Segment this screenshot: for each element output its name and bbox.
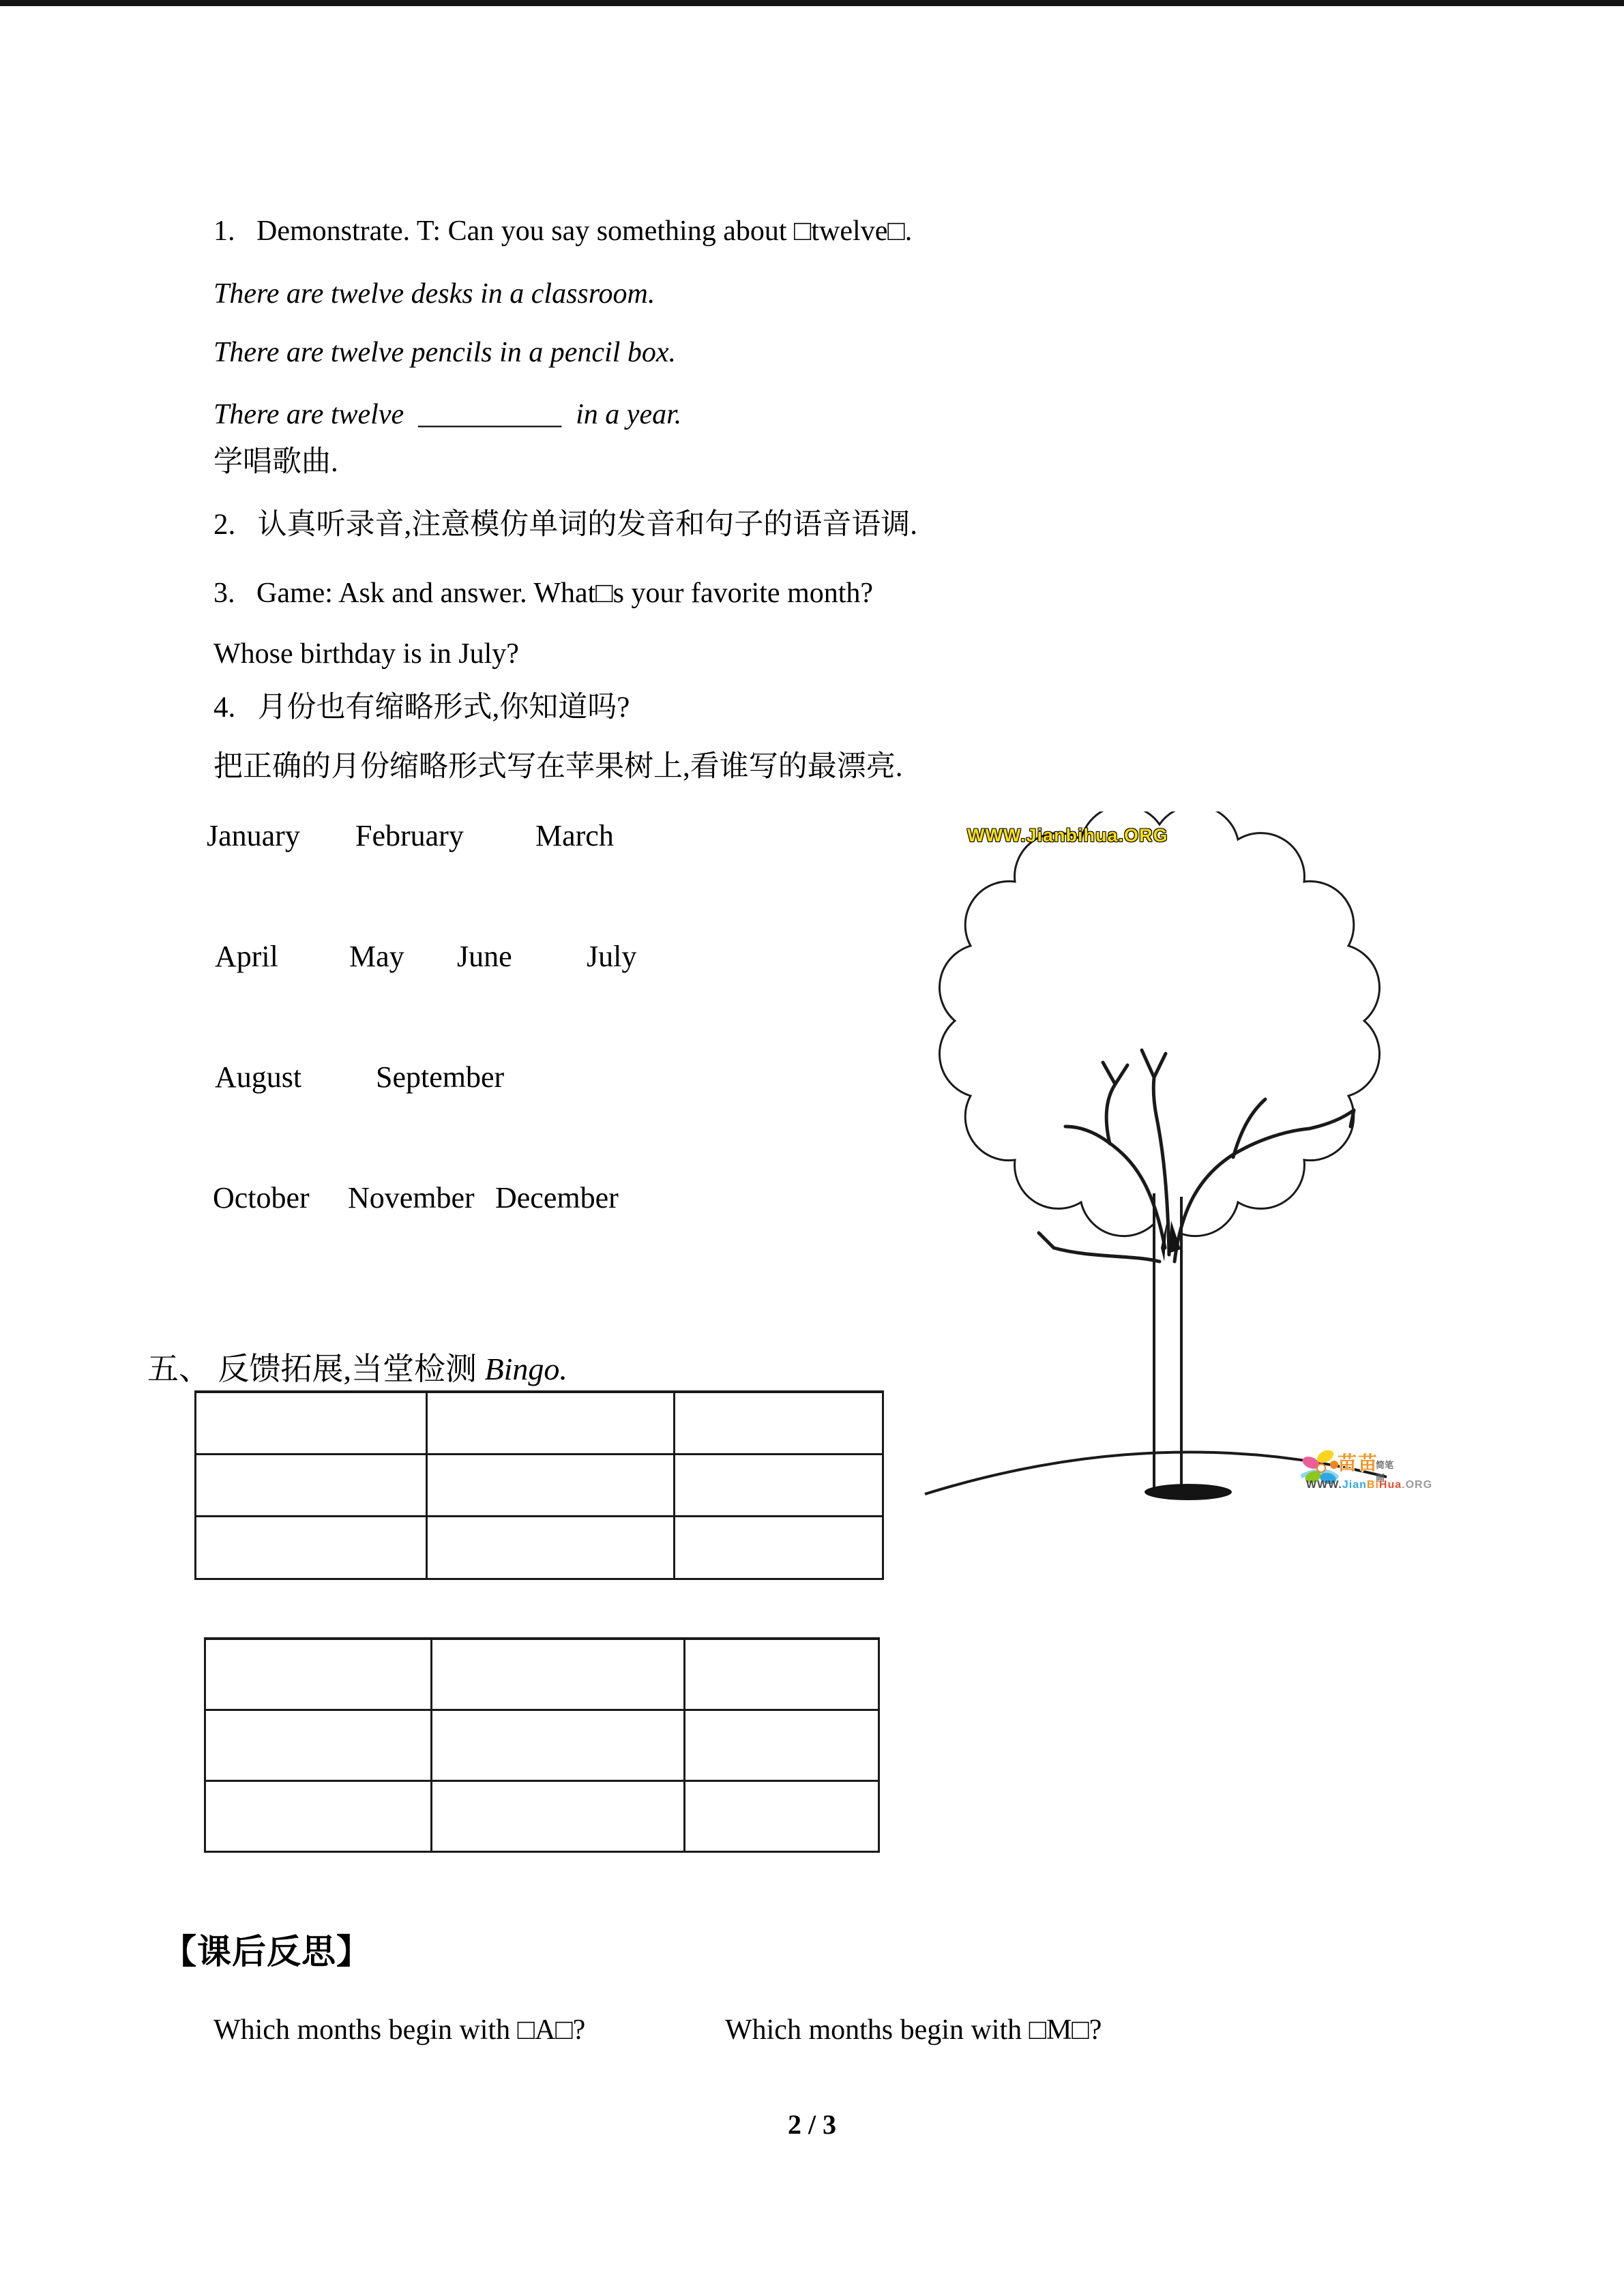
- bingo-table-2: [204, 1637, 880, 1853]
- apple-tree-drawing: [914, 811, 1432, 1507]
- month-november: November: [348, 1181, 475, 1214]
- step-item-4: 4. 月份也有缩略形式,你知道吗?: [213, 691, 630, 724]
- bingo-cell: [432, 1711, 685, 1782]
- logo-brand-text: 苗苗: [1338, 1452, 1379, 1474]
- bingo-cell: [206, 1782, 432, 1853]
- bingo-cell: [428, 1517, 675, 1580]
- bingo-cell: [196, 1517, 428, 1580]
- step-item-1: 1. Demonstrate. T: Can you say something about □twelve□.: [213, 215, 913, 247]
- example-sentence-3-blank: There are twelve __________ in a year.: [213, 399, 682, 430]
- month-september: September: [376, 1060, 505, 1094]
- bingo-cell: [432, 1782, 685, 1853]
- miaomiao-logo: [1299, 1447, 1433, 1498]
- logo-brand-subtext: 简笔画: [1376, 1460, 1394, 1483]
- reflection-question-m: Which months begin with □M□?: [725, 2014, 1102, 2046]
- month-may: May: [349, 940, 404, 973]
- month-july: July: [587, 940, 637, 973]
- bingo-cell: [685, 1782, 880, 1853]
- bingo-cell: [675, 1455, 884, 1517]
- top-border-bar: [0, 0, 1624, 6]
- reflection-heading: 【课后反思】: [162, 1933, 371, 1971]
- bingo-cell: [675, 1393, 884, 1455]
- example-sentence-2: There are twelve pencils in a pencil box.: [213, 337, 677, 368]
- bingo-cell: [675, 1517, 884, 1580]
- month-august: August: [215, 1060, 302, 1094]
- month-february: February: [355, 819, 464, 852]
- month-october: October: [213, 1181, 310, 1214]
- month-december: December: [495, 1181, 619, 1214]
- apple-tree-instruction: 把正确的月份缩略形式写在苹果树上,看谁写的最漂亮.: [213, 751, 903, 783]
- page-number: 2 / 3: [787, 2109, 837, 2140]
- sing-song-note: 学唱歌曲.: [213, 446, 338, 478]
- bingo-cell: [428, 1393, 675, 1455]
- section-5-heading: [147, 1350, 567, 1388]
- tree-illustration: [914, 811, 1432, 1507]
- step-item-2: 2. 认真听录音,注意模仿单词的发音和句子的语音语调.: [213, 509, 917, 541]
- month-january: January: [207, 819, 300, 852]
- bingo-cell: [685, 1711, 880, 1782]
- trunk-base-shadow: [1145, 1484, 1232, 1500]
- bingo-cell: [196, 1393, 428, 1455]
- bingo-cell: [428, 1455, 675, 1517]
- reflection-question-a: Which months begin with □A□?: [213, 2014, 586, 2046]
- month-april: April: [215, 940, 278, 973]
- month-june: June: [457, 940, 512, 973]
- bingo-cell: [196, 1455, 428, 1517]
- month-march: March: [535, 819, 614, 852]
- bingo-table-1: [194, 1390, 884, 1580]
- step-item-3: 3. Game: Ask and answer. What□s your favorite month?: [213, 578, 874, 609]
- tree-canopy-cloud: [939, 811, 1379, 1236]
- bingo-cell: [206, 1640, 432, 1711]
- section-5-cn: 五、 反馈拓展,当堂检测: [147, 1352, 485, 1386]
- bingo-cell: [432, 1640, 685, 1711]
- bingo-cell: [685, 1640, 880, 1711]
- section-5-bingo-label: Bingo.: [484, 1352, 567, 1386]
- example-sentence-1: There are twelve desks in a classroom.: [213, 278, 655, 310]
- whose-birthday-question: Whose birthday is in July?: [213, 638, 519, 670]
- jianbihua-watermark-text: WWW.Jianbihua.ORG: [967, 825, 1168, 846]
- bingo-cell: [206, 1711, 432, 1782]
- logo-site-url: WWW.JianBiHua.ORG: [1306, 1479, 1433, 1491]
